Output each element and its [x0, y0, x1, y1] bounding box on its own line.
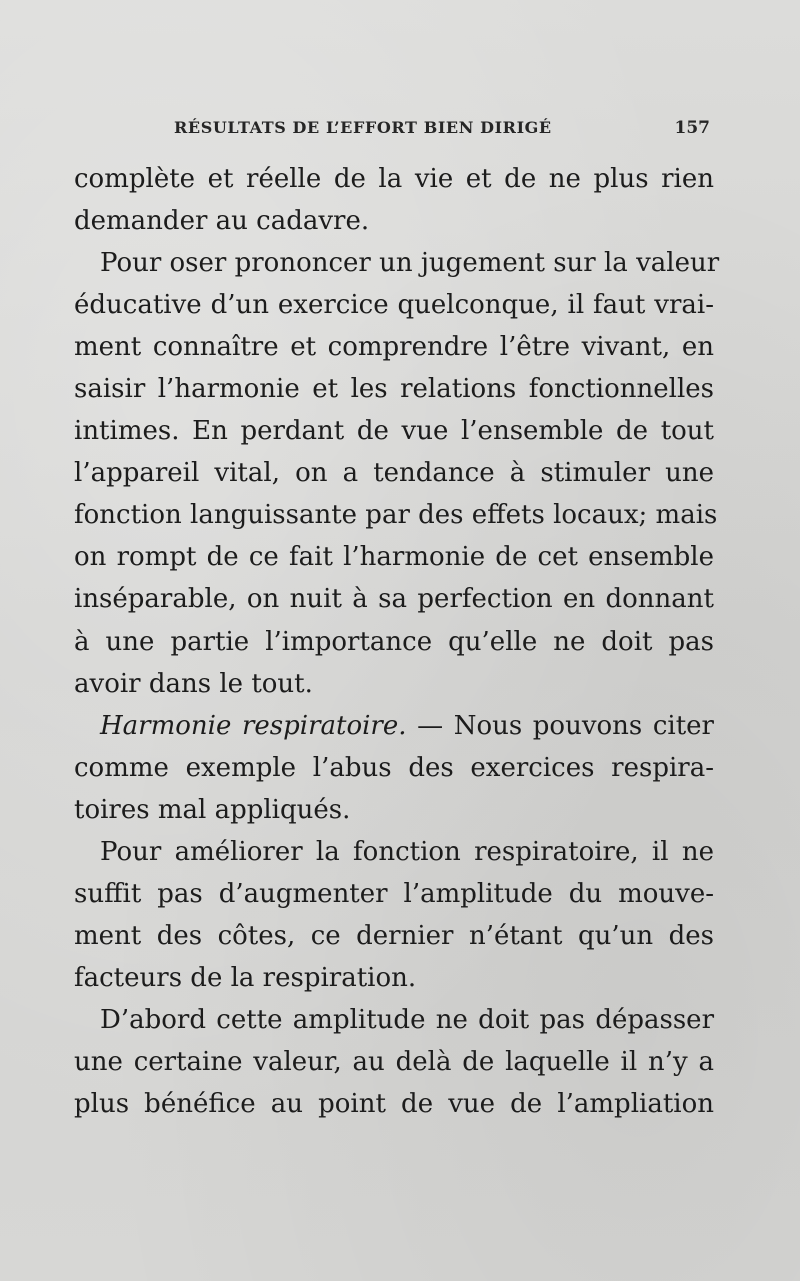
- text-line: intimes. En perdant de vue l’ensemble de tout: [74, 416, 714, 447]
- text-line: Pour oser prononcer un jugement sur la valeur: [100, 248, 720, 279]
- text-line: complète et réelle de la vie et de ne plus rien: [74, 164, 714, 194]
- text-line: facteurs de la respiration.: [74, 962, 417, 993]
- running-title: RÉSULTATS DE L’EFFORT BIEN DIRIGÉ: [174, 118, 552, 137]
- text-line: l’appareil vital, on a tendance à stimuler une: [74, 458, 714, 489]
- text-line: avoir dans le tout.: [74, 668, 313, 699]
- body-text: [74, 158, 720, 1125]
- text-line: ment des côtes, ce dernier n’étant qu’un des: [74, 920, 714, 951]
- text-line: fonction languissante par des effets locaux; mais: [74, 500, 718, 531]
- text-line: à une partie l’importance qu’elle ne doit pas: [74, 626, 714, 657]
- text-line: plus bénéfice au point de vue de l’ampliation: [74, 1089, 714, 1120]
- page-number: 157: [674, 118, 710, 138]
- text-line-rest: — Nous pouvons citer: [406, 710, 714, 741]
- text-line: demander au cadavre.: [74, 206, 370, 237]
- text-line: D’abord cette amplitude ne doit pas dépasser: [100, 1004, 714, 1035]
- section-run-in-heading: Harmonie respiratoire.: [100, 710, 407, 741]
- text-line: ment connaître et comprendre l’être vivant, en: [74, 332, 714, 363]
- text-line: on rompt de ce fait l’harmonie de cet ensemble: [74, 542, 714, 573]
- text-line: [74, 705, 714, 747]
- text-line: comme exemple l’abus des exercices respira-: [74, 752, 714, 783]
- text-line: toires mal appliqués.: [74, 794, 351, 825]
- text-line: Pour améliorer la fonction respiratoire, il ne: [100, 836, 714, 867]
- text-line: éducative d’un exercice quelconque, il faut vrai-: [74, 290, 714, 321]
- running-header: [74, 114, 710, 144]
- text-line: saisir l’harmonie et les relations fonctionnelles: [74, 374, 714, 405]
- text-line: suffit pas d’augmenter l’amplitude du mouve-: [74, 878, 714, 909]
- text-line: inséparable, on nuit à sa perfection en donnant: [74, 584, 714, 615]
- text-line: une certaine valeur, au delà de laquelle il n’y a: [74, 1046, 714, 1077]
